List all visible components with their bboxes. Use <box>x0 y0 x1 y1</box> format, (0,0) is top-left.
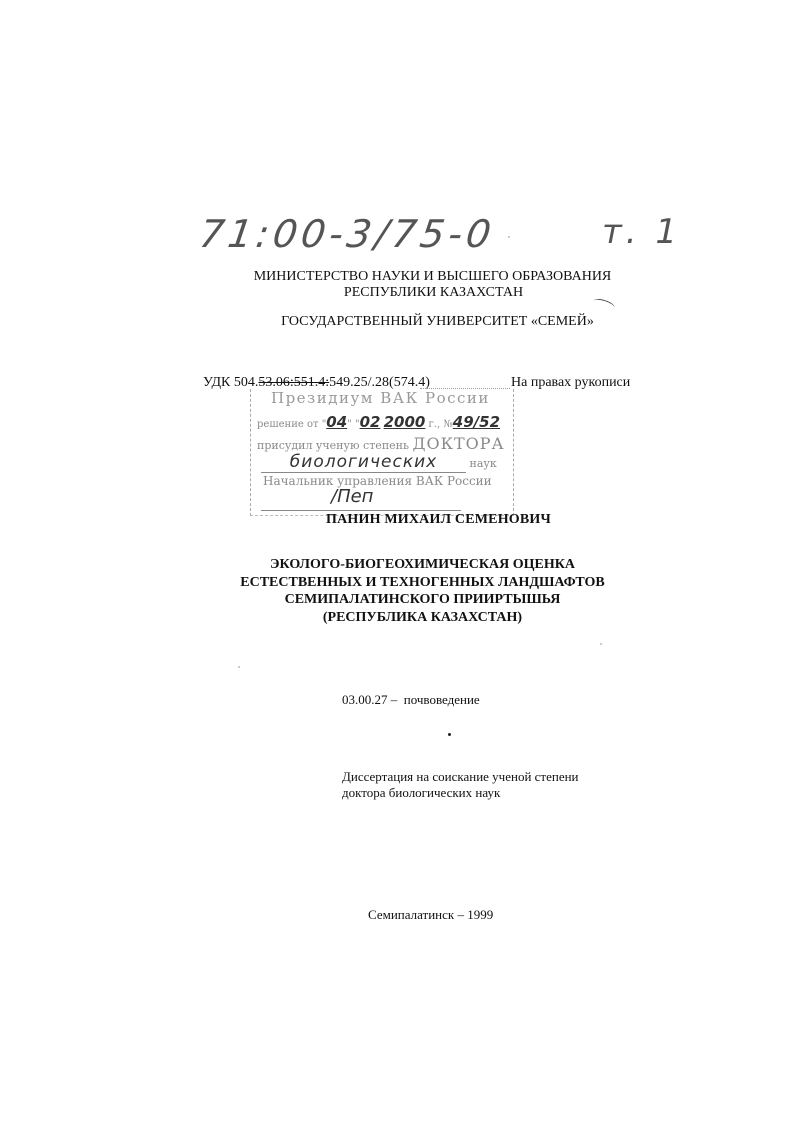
decision-year: 2000 <box>383 413 426 431</box>
ministry-name-line2: РЕСПУБЛИКИ КАЗАХСТАН <box>343 285 524 300</box>
udk-suffix: 549.25/.28(574.4) <box>329 375 430 390</box>
scan-speck <box>600 643 602 645</box>
decision-day: 04 <box>326 413 348 431</box>
title-line-2: ЕСТЕСТВЕННЫХ И ТЕХНОГЕННЫХ ЛАНДШАФТОВ <box>240 574 605 590</box>
degree-line-1: Диссертация на соискание ученой степени <box>342 769 579 784</box>
ministry-name-line1: МИНИСТЕРСТВО НАУКИ И ВЫСШЕГО ОБРАЗОВАНИЯ <box>253 269 612 284</box>
specialty-code: 03.00.27 <box>342 692 388 707</box>
stamp-signature-line <box>261 486 461 511</box>
vak-stamp <box>250 389 514 516</box>
ink-dot <box>448 733 451 736</box>
volume-mark-handwritten: т. 1 <box>602 212 682 252</box>
decision-number: 49/52 <box>452 413 501 431</box>
stamp-field <box>261 452 511 473</box>
dissertation-title <box>0 556 795 626</box>
stamp-decision <box>257 413 500 431</box>
specialty-dash: – <box>387 692 404 707</box>
dissertation-degree <box>342 769 579 801</box>
archive-number-handwritten: 71:00-3/75-0 <box>196 212 498 256</box>
university-name: ГОСУДАРСТВЕННЫЙ УНИВЕРСИТЕТ «СЕМЕЙ» <box>281 314 594 329</box>
udk-prefix: УДК 504. <box>203 375 259 390</box>
field-handwritten: биологических <box>289 452 438 472</box>
decision-label: решение от " <box>257 419 327 430</box>
awarded-label: присудил ученую степень <box>257 439 413 452</box>
stamp-awarded <box>257 434 505 453</box>
specialty-name: почвоведение <box>403 692 480 707</box>
scan-speck <box>508 236 510 238</box>
stamp-title: Президиум ВАК России <box>271 389 490 407</box>
decision-month: 02 <box>359 413 381 431</box>
udk-struck-part: 53.06:551.4: <box>258 375 330 390</box>
title-line-4: (РЕСПУБЛИКА КАЗАХСТАН) <box>322 609 523 625</box>
signature: /Пеп <box>331 486 374 507</box>
stamp-head-label: Начальник управления ВАК России <box>263 474 492 488</box>
author-name: ПАНИН МИХАИЛ СЕМЕНОВИЧ <box>326 512 551 527</box>
specialty <box>342 692 480 708</box>
awarded-degree: ДОКТОРА <box>412 434 505 453</box>
manuscript-rights: На правах рукописи <box>511 375 631 390</box>
decision-sep: " " <box>347 419 360 430</box>
title-line-1: ЭКОЛОГО-БИОГЕОХИМИЧЕСКАЯ ОЦЕНКА <box>270 557 575 572</box>
scan-speck <box>238 666 240 668</box>
decision-year-suffix: г., № <box>425 419 453 430</box>
field-suffix: наук <box>466 457 497 470</box>
degree-line-2: доктора биологических наук <box>342 785 501 800</box>
city-year: Семипалатинск – 1999 <box>368 907 494 922</box>
title-line-3: СЕМИПАЛАТИНСКОГО ПРИИРТЫШЬЯ <box>284 592 561 607</box>
